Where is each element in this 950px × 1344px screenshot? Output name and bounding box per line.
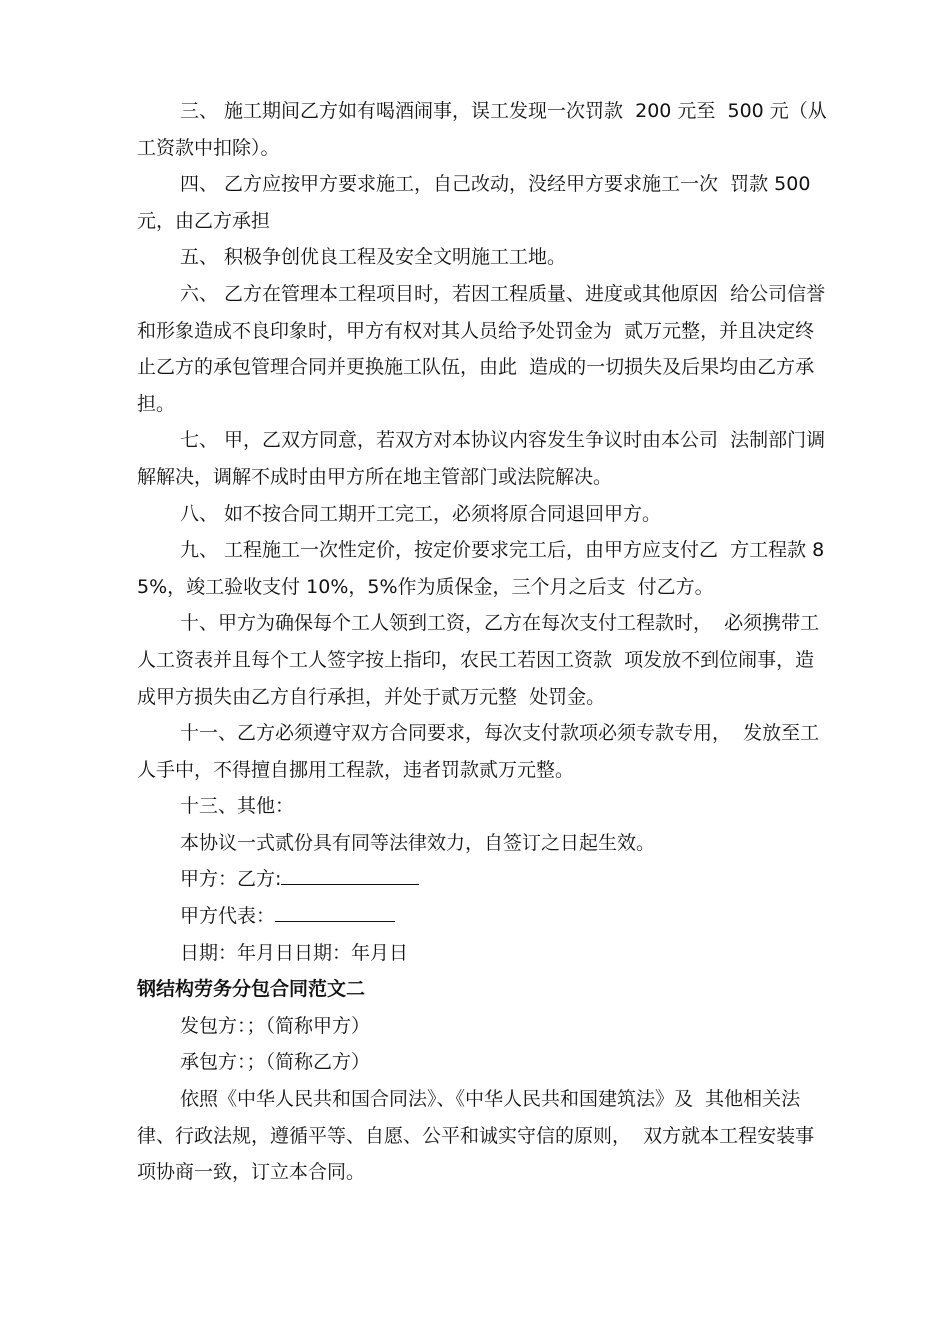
clause-6: 六、 乙方在管理本工程项目时，若因工程质量、进度或其他原因 给公司信誉和形象造成不良印象时，甲方有权对其人员给予处罚金为 贰万元整，并且决定终止乙方的承包管理合同并更换施工队伍，由此 造成的一切损失及后果均由乙方承担。 <box>137 282 826 415</box>
clause-5: 五、 积极争创优良工程及安全文明施工工地。 <box>180 246 567 269</box>
clause-11: 十一、乙方必须遵守双方合同要求，每次支付款项必须专款专用， 发放至工人手中，不得擅自挪用工程款，违者罚款贰万元整。 <box>137 722 820 781</box>
section-heading: 钢结构劳务分包合同范文二 <box>137 978 366 1001</box>
signature-parties-line <box>137 861 827 898</box>
validity-statement: 本协议一式贰份具有同等法律效力，自签订之日起生效。 <box>180 831 656 854</box>
clause-10: 十、甲方为确保每个工人领到工资，乙方在每次支付工程款时， 必须携带工人工资表并且每个工人签字按上指印，农民工若因工资款 项发放不到位闹事，造成甲方损失由乙方自行承担，并处于贰万元整 处罚金。 <box>137 612 820 708</box>
clause-13-other: 十三、其他： <box>180 795 295 818</box>
signature-parties-label: 甲方：乙方: <box>180 868 282 891</box>
clause-3: 三、 施工期间乙方如有喝酒闹事，误工发现一次罚款 200 元至 500 元（从工资款中扣除）。 <box>137 100 827 159</box>
document-body <box>137 93 827 1191</box>
signature-representative-line <box>137 898 827 935</box>
representative-blank <box>275 902 395 922</box>
intro-paragraph: 依照《中华人民共和国合同法》、《中华人民共和国建筑法》及 其他相关法律、行政法规，遵循平等、自愿、公平和诚实守信的原则， 双方就本工程安装事项协商一致，订立本合同。 <box>137 1088 815 1184</box>
signature-representative-label: 甲方代表： <box>180 905 276 928</box>
clause-8: 八、 如不按合同工期开工完工，必须将原合同退回甲方。 <box>180 502 662 525</box>
clause-4: 四、 乙方应按甲方要求施工，自己改动，没经甲方要求施工一次 罚款 500 元，由乙方承担 <box>137 173 817 232</box>
signature-blank <box>281 865 419 885</box>
issuer-line: 发包方：；（简称甲方） <box>180 1014 371 1037</box>
date-line: 日期：年月日日期：年月日 <box>180 941 409 964</box>
clause-7: 七、 甲，乙双方同意，若双方对本协议内容发生争议时由本公司 法制部门调解解决，调解不成时由甲方所在地主管部门或法院解决。 <box>137 429 826 488</box>
clause-9: 九、 工程施工一次性定价，按定价要求完工后，由甲方应支付乙 方工程款 85%，竣工验收支付 10%，5%作为质保金，三个月之后支 付乙方。 <box>137 539 825 598</box>
contractor-line: 承包方：；（简称乙方） <box>180 1051 371 1074</box>
